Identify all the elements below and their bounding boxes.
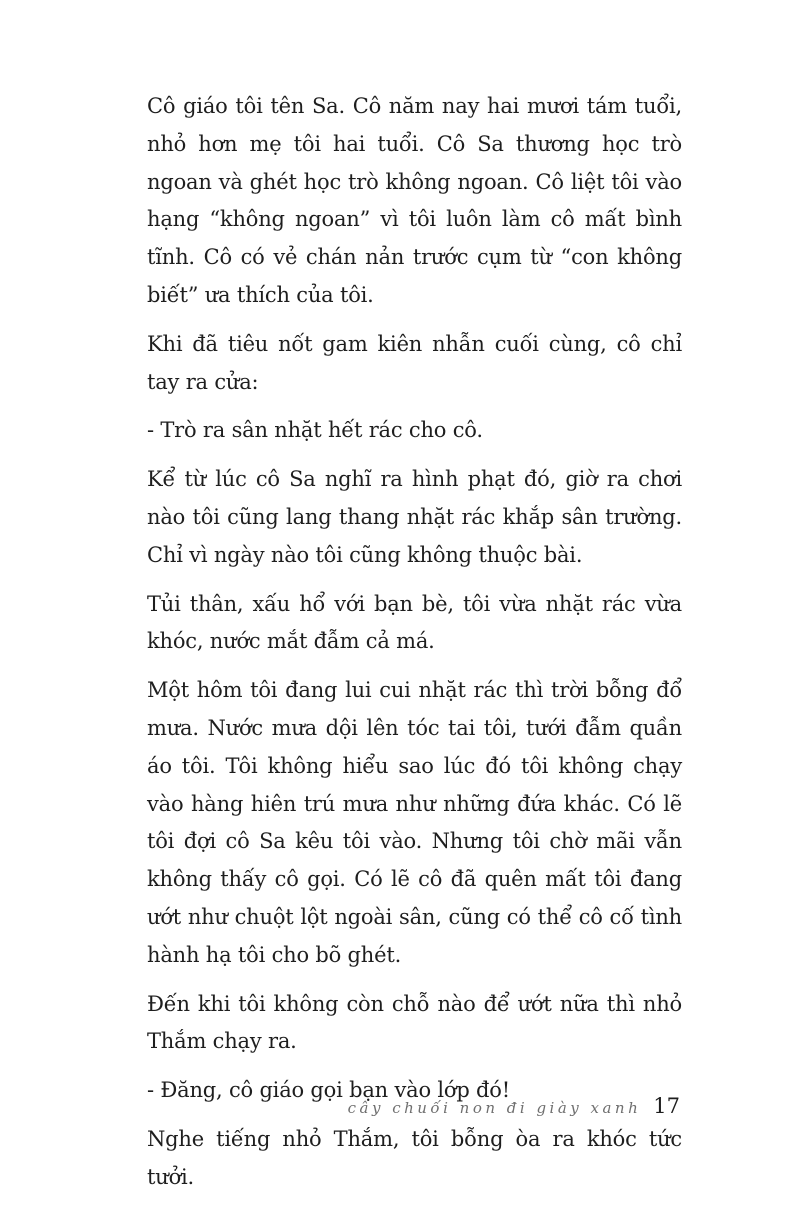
paragraph-4: Kể từ lúc cô Sa nghĩ ra hình phạt đó, giờ ra chơi nào tôi cũng lang thang nhặt rác khắp sân trường. Chỉ vì ngày nào tôi cũng không thuộc bài.: [147, 467, 682, 567]
page-footer: [348, 1094, 680, 1124]
running-title: cây chuối non đi giày xanh: [347, 1099, 642, 1117]
paragraph-3-dialogue: - Trò ra sân nhặt hết rác cho cô.: [147, 418, 483, 443]
paragraph-5: Tủi thân, xấu hổ với bạn bè, tôi vừa nhặt rác vừa khóc, nước mắt đẫm cả má.: [147, 591, 682, 654]
body-text: [147, 88, 682, 1208]
paragraph-6: Một hôm tôi đang lui cui nhặt rác thì trời bỗng đổ mưa. Nước mưa dội lên tóc tai tôi, tưới đẫm quần áo tôi. Tôi không hiểu sao lúc đó tôi không chạy vào hàng hiên trú mưa như những đứa khác. Có lẽ tôi đợi cô Sa kêu tôi vào. Nhưng tôi chờ mãi vẫn không thấy cô gọi. Có lẽ cô đã quên mất tôi đang ướt như chuột lột ngoài sân, cũng có thể cô cố tình hành hạ tôi cho bõ ghét.: [147, 678, 682, 967]
page-number: 17: [653, 1094, 680, 1118]
paragraph-7: Đến khi tôi không còn chỗ nào để ướt nữa thì nhỏ Thắm chạy ra.: [147, 991, 682, 1054]
paragraph-1: Cô giáo tôi tên Sa. Cô năm nay hai mươi tám tuổi, nhỏ hơn mẹ tôi hai tuổi. Cô Sa thương học trò ngoan và ghét học trò không ngoan. Cô liệt tôi vào hạng “không ngoan” vì tôi luôn làm cô mất bình tĩnh. Cô có vẻ chán nản trước cụm từ “con không biết” ưa thích của tôi.: [147, 94, 682, 307]
paragraph-8-dialogue: - Đăng, cô giáo gọi bạn vào lớp đó!: [147, 1078, 510, 1103]
paragraph-9: Nghe tiếng nhỏ Thắm, tôi bỗng òa ra khóc tức tưởi.: [147, 1126, 682, 1189]
paragraph-2: Khi đã tiêu nốt gam kiên nhẫn cuối cùng, cô chỉ tay ra cửa:: [147, 331, 682, 394]
